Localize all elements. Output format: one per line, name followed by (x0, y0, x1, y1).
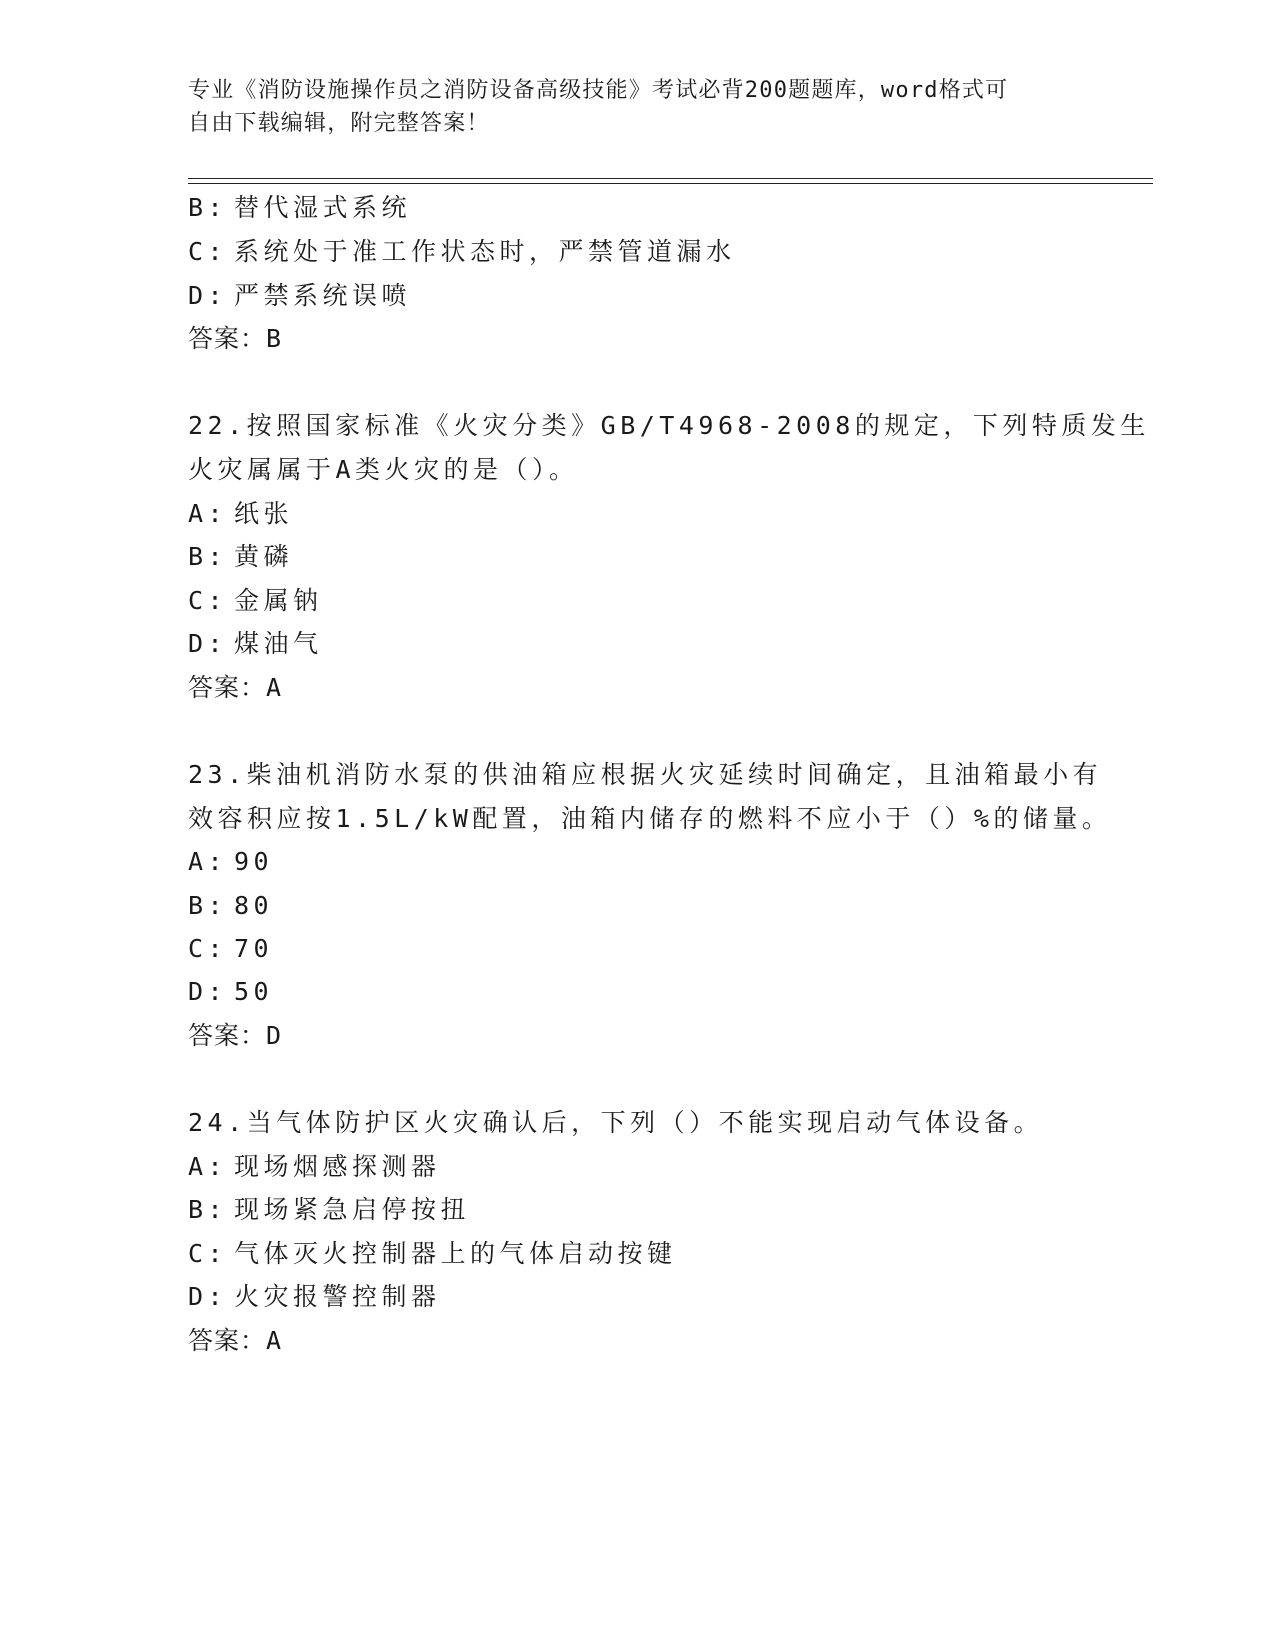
option-c: C: 70 (188, 934, 274, 963)
answer-line: 答案：A (188, 673, 283, 702)
header-rule-bottom (188, 183, 1153, 184)
option-b: B: 80 (188, 891, 274, 920)
option-d: D: 严禁系统误喷 (188, 281, 412, 310)
option-d: D: 火灾报警控制器 (188, 1282, 441, 1311)
header-rule-top (188, 178, 1153, 179)
option-b: B: 黄磷 (188, 542, 294, 571)
option-c: C: 系统处于准工作状态时，严禁管道漏水 (188, 237, 736, 266)
option-a: A: 90 (188, 847, 274, 876)
option-a: A: 现场烟感探测器 (188, 1152, 441, 1181)
option-b: B: 现场紧急启停按扭 (188, 1195, 471, 1224)
option-a: A: 纸张 (188, 499, 294, 528)
document-header (188, 74, 1068, 140)
question-24-stem-line-1: 24.当气体防护区火灾确认后，下列（）不能实现启动气体设备。 (188, 1108, 1044, 1137)
option-c: C: 金属钠 (188, 586, 323, 615)
answer-line: 答案：A (188, 1326, 283, 1355)
question-22-stem-line-2: 火灾属属于A类火灾的是（）。 (188, 455, 579, 484)
question-22-stem-line-1: 22.按照国家标准《火灾分类》GB/T4968-2008的规定，下列特质发生 (188, 411, 1150, 440)
option-d: D: 50 (188, 977, 274, 1006)
question-23-stem-line-2: 效容积应按1.5L/kW配置，油箱内储存的燃料不应小于（）%的储量。 (188, 804, 1112, 833)
answer-line: 答案：D (188, 1021, 283, 1050)
option-b: B: 替代湿式系统 (188, 193, 412, 222)
question-23-stem-line-1: 23.柴油机消防水泵的供油箱应根据火灾延续时间确定，且油箱最小有 (188, 760, 1103, 789)
header-line-1: 专业《消防设施操作员之消防设备高级技能》考试必背200题题库，word格式可 (188, 78, 1009, 103)
option-d: D: 煤油气 (188, 629, 323, 658)
answer-line: 答案：B (188, 324, 283, 353)
header-line-2: 自由下载编辑，附完整答案！ (188, 111, 490, 136)
option-c: C: 气体灭火控制器上的气体启动按键 (188, 1239, 677, 1268)
